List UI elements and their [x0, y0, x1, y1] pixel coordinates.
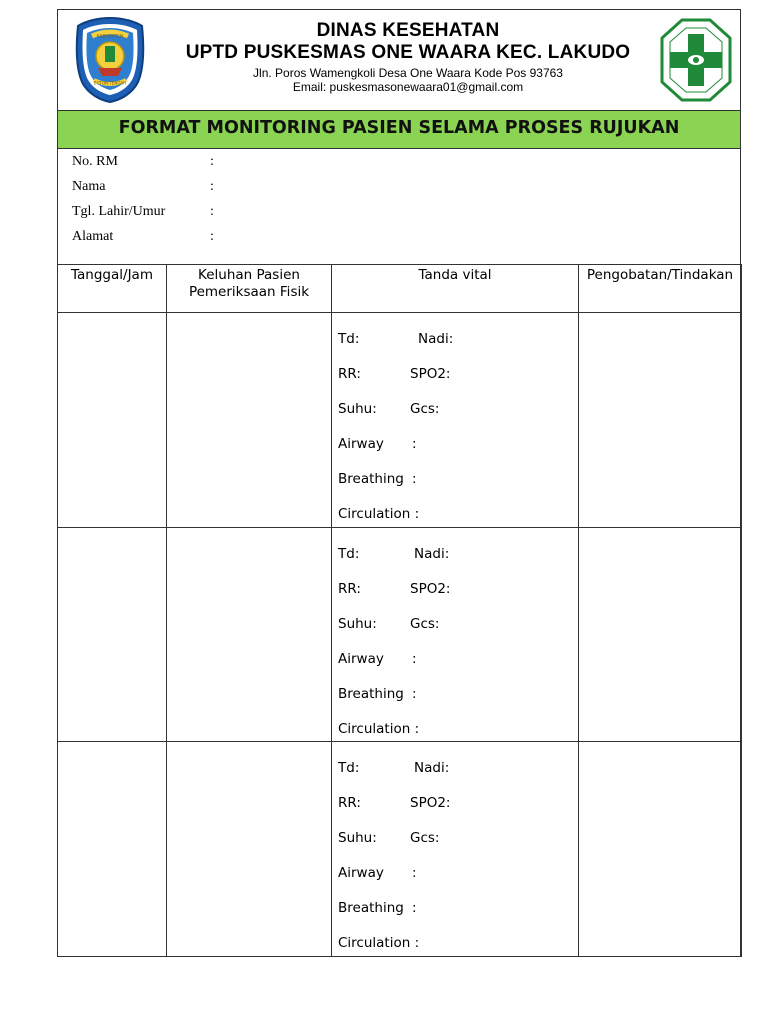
vital-airway-colon: :: [412, 436, 417, 452]
vital-suhu-label: Suhu:: [338, 830, 377, 847]
identity-row-rm[interactable]: [72, 152, 672, 177]
vital-breathing-colon: :: [412, 471, 417, 487]
header-treatment: Pengobatan/Tindakan: [579, 265, 742, 313]
identity-row-nama[interactable]: [72, 177, 672, 202]
vital-td-label: Td:: [338, 545, 360, 562]
cell-date-time[interactable]: [58, 313, 167, 528]
table-row: [58, 527, 742, 742]
letterhead: [58, 10, 740, 110]
vital-breathing-label: Breathing: [338, 900, 404, 917]
header-date-time: Tanggal/Jam: [58, 265, 167, 313]
vital-airway-label: Airway: [338, 650, 384, 667]
emblem-ribbon-text: KABUPATEN: [96, 34, 124, 40]
vital-td-label: Td:: [338, 331, 360, 347]
vital-td-label: Td:: [338, 760, 360, 777]
clinic-email: Email: puskesmasonewaara01@gmail.com: [292, 80, 524, 94]
vital-spo2-label: SPO2:: [410, 795, 451, 812]
monitoring-table: [57, 264, 742, 957]
cell-treatment[interactable]: [579, 742, 742, 957]
table-header-row: [58, 265, 742, 313]
vital-breathing-label: Breathing: [338, 685, 404, 702]
table-row: [58, 742, 742, 957]
vital-suhu-label: Suhu:: [338, 615, 377, 632]
vital-airway-label: Airway: [338, 865, 384, 882]
table-row: [58, 313, 742, 528]
vital-rr-label: RR:: [338, 580, 361, 597]
agency-name: DINAS KESEHATAN: [316, 20, 500, 41]
cell-vitals[interactable]: [332, 313, 579, 528]
vital-circulation-label: Circulation :: [338, 720, 420, 737]
header-physical-exam: Pemeriksaan Fisik: [188, 284, 310, 300]
clinic-address: Jln. Poros Wamengkoli Desa One Waara Kode Pos 93763: [253, 66, 563, 80]
vital-spo2-label: SPO2:: [410, 580, 451, 597]
vital-rr-label: RR:: [338, 366, 361, 382]
identity-colon: :: [210, 179, 214, 194]
header-complaint: Keluhan Pasien: [198, 267, 300, 283]
form-title: FORMAT MONITORING PASIEN SELAMA PROSES RUJUKAN: [58, 110, 740, 149]
identity-colon: :: [210, 204, 214, 219]
vital-breathing-label: Breathing: [338, 471, 404, 487]
identity-colon: :: [210, 229, 214, 244]
identity-colon: :: [210, 154, 214, 169]
identity-row-birthdate[interactable]: [72, 202, 672, 227]
vital-airway-label: Airway: [338, 436, 384, 452]
header-vital-signs: Tanda vital: [332, 265, 579, 313]
cell-date-time[interactable]: [58, 527, 167, 742]
cell-treatment[interactable]: [579, 313, 742, 528]
identity-label: No. RM: [72, 154, 118, 169]
vital-airway-colon: :: [412, 865, 417, 882]
cell-date-time[interactable]: [58, 742, 167, 957]
vital-breathing-colon: :: [412, 685, 417, 702]
vital-gcs-label: Gcs:: [410, 615, 440, 632]
emblem-motto-text: BUTON TENGAH: [93, 80, 127, 86]
vital-nadi-label: Nadi:: [414, 760, 450, 777]
vital-nadi-label: Nadi:: [418, 331, 454, 347]
cell-complaint[interactable]: [167, 742, 332, 957]
vital-circulation-label: Circulation :: [338, 935, 420, 952]
vital-nadi-label: Nadi:: [414, 545, 450, 562]
vital-circulation-label: Circulation :: [338, 506, 420, 522]
identity-label: Tgl. Lahir/Umur: [72, 204, 166, 219]
puskesmas-cross-icon: [658, 16, 734, 104]
vital-breathing-colon: :: [412, 900, 417, 917]
vital-spo2-label: SPO2:: [410, 366, 451, 382]
cell-complaint[interactable]: [167, 527, 332, 742]
cell-vitals[interactable]: [332, 742, 579, 957]
cell-complaint[interactable]: [167, 313, 332, 528]
vital-airway-colon: :: [412, 650, 417, 667]
patient-identity-block: [72, 152, 672, 252]
vital-gcs-label: Gcs:: [410, 401, 440, 417]
identity-label: Nama: [72, 179, 106, 194]
cell-treatment[interactable]: [579, 527, 742, 742]
vital-rr-label: RR:: [338, 795, 361, 812]
clinic-name: UPTD PUSKESMAS ONE WAARA KEC. LAKUDO: [185, 42, 631, 63]
identity-row-alamat[interactable]: [72, 227, 672, 252]
identity-label: Alamat: [72, 229, 114, 244]
cell-vitals[interactable]: [332, 527, 579, 742]
vital-suhu-label: Suhu:: [338, 401, 377, 417]
header-complaint-exam: [167, 265, 332, 313]
vital-gcs-label: Gcs:: [410, 830, 440, 847]
